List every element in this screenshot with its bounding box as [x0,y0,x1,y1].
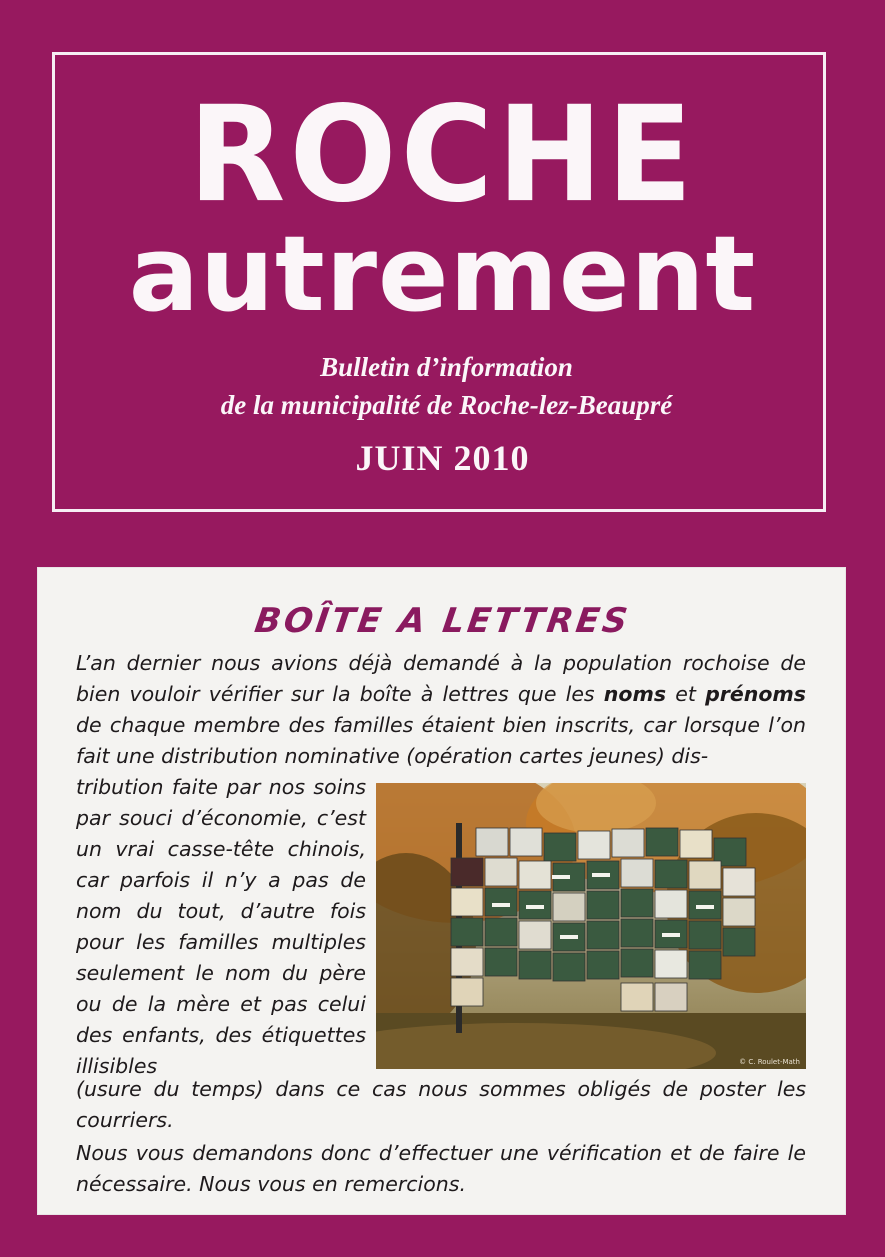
article-paragraph-4: Nous vous demandons donc d’effectuer une vérification et de faire le nécessaire. Nous vous en remercions. [76,1141,806,1196]
bold-prenoms: prénoms [705,682,806,706]
bold-noms: noms [603,682,667,706]
bulletin-subtitle: Bulletin d’information [320,352,573,382]
mailboxes-photo-illustration [376,783,806,1069]
edition-date: JUIN 2010 [355,438,530,478]
article-paragraph-1: L’an dernier nous avions déjà demandé à la population rochoise de bien vouloir vérifier sur la boîte à lettres que les noms et prénoms de chaque membre des familles étaient bien inscrits, car lorsque l’on fait une distribution nominative (opération cartes jeunes) dis- [76,651,806,768]
article-paragraph-3: (usure du temps) dans ce cas nous sommes obligés de poster les courriers. [76,1077,806,1132]
logo-roche: ROCHE [188,77,697,232]
article-paragraph-2: tribution faite par nos soins par souci d’économie, c’est un vrai casse-tête chinois, car parfois il n’y a pas de nom du tout, d’autre fois pour les familles multiples seulement le nom du père ou de la mère et pas celui des enfants, des étiquettes illisibles [76,775,366,1078]
article-title: BOÎTE A LETTRES [252,601,633,641]
logo-autrement: autrement [128,213,757,335]
mailboxes-photo [376,783,806,1069]
municipality-subtitle: de la municipalité de Roche-lez-Beaupré [220,390,673,420]
photo-credit: © C. Roulet-Math [739,1058,800,1066]
